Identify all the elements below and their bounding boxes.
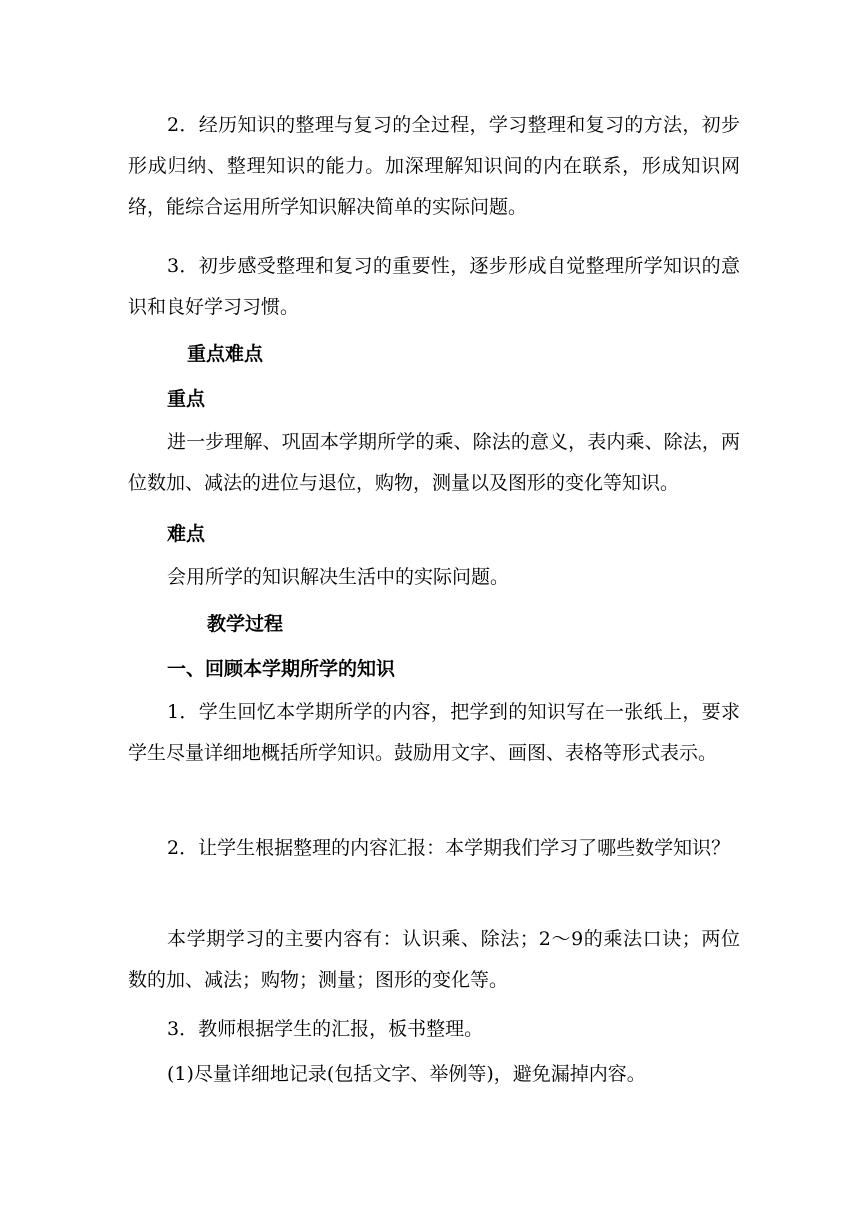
paragraph-step-3-1: (1)尽量详细地记录(包括文字、举例等)，避免漏掉内容。	[167, 1063, 646, 1085]
paragraph-step-2: 2．让学生根据整理的内容汇报：本学期我们学习了哪些数学知识？	[167, 837, 731, 859]
paragraph-step-1: 1．学生回忆本学期所学的内容，把学到的知识写在一张纸上，要求学生尽量详细地概括所学知识。鼓励用文字、画图、表格等形式表示。	[128, 701, 740, 764]
paragraph-content-summary: 本学期学习的主要内容有：认识乘、除法；2～9的乘法口诀；两位数的加、减法；购物；测量；图形的变化等。	[128, 928, 740, 991]
paragraph-step-3: 3．教师根据学生的汇报，板书整理。	[167, 1018, 484, 1040]
heading-key-point: 重点	[167, 388, 206, 410]
paragraph-goal-3: 3．初步感受整理和复习的重要性，逐步形成自觉整理所学知识的意识和良好学习习惯。	[128, 255, 740, 318]
heading-focus-difficulty: 重点难点	[187, 343, 264, 365]
paragraph-goal-2: 2．经历知识的整理与复习的全过程，学习整理和复习的方法，初步形成归纳、整理知识的能力。加深理解知识间的内在联系，形成知识网络，能综合运用所学知识解决简单的实际问题。	[128, 114, 740, 218]
paragraph-difficulty: 会用所学的知识解决生活中的实际问题。	[167, 566, 510, 588]
heading-section-review: 一、回顾本学期所学的知识	[167, 658, 396, 680]
heading-teaching-process: 教学过程	[207, 613, 284, 635]
paragraph-key-point: 进一步理解、巩固本学期所学的乘、除法的意义，表内乘、除法，两位数加、减法的进位与退位，购物，测量以及图形的变化等知识。	[128, 431, 740, 494]
heading-difficulty: 难点	[167, 523, 206, 545]
